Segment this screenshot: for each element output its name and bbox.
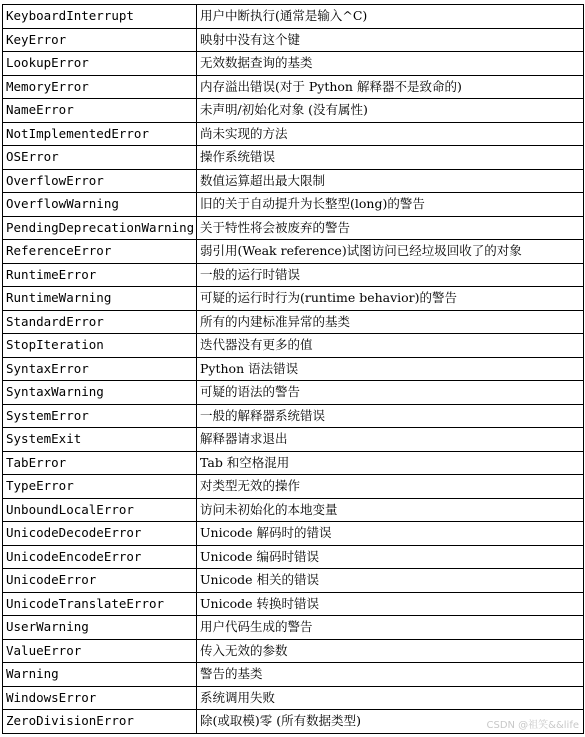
exception-description-cell: 关于特性将会被废弃的警告: [197, 216, 584, 240]
exception-name-cell: TabError: [3, 451, 197, 475]
exception-description-cell: 操作系统错误: [197, 146, 584, 170]
exception-name-cell: UserWarning: [3, 616, 197, 640]
exception-description-cell: 内存溢出错误(对于 Python 解释器不是致命的): [197, 75, 584, 99]
exception-name-cell: NameError: [3, 99, 197, 123]
table-row: [3, 404, 584, 428]
exception-name-cell: OverflowError: [3, 169, 197, 193]
table-row: [3, 381, 584, 405]
exception-name-cell: ValueError: [3, 639, 197, 663]
exception-name-cell: RuntimeWarning: [3, 287, 197, 311]
table-row: [3, 545, 584, 569]
exception-name-cell: SyntaxError: [3, 357, 197, 381]
exception-description-cell: 尚未实现的方法: [197, 122, 584, 146]
exception-description-cell: 用户代码生成的警告: [197, 616, 584, 640]
exception-description-cell: 系统调用失败: [197, 686, 584, 710]
table-row: [3, 451, 584, 475]
exception-name-cell: KeyError: [3, 28, 197, 52]
table-row: [3, 263, 584, 287]
exception-description-cell: Unicode 解码时的错误: [197, 522, 584, 546]
exception-description-cell: Unicode 相关的错误: [197, 569, 584, 593]
exception-name-cell: UnboundLocalError: [3, 498, 197, 522]
exception-name-cell: RuntimeError: [3, 263, 197, 287]
table-row: [3, 498, 584, 522]
table-row: [3, 216, 584, 240]
exception-name-cell: SystemError: [3, 404, 197, 428]
table-row: [3, 663, 584, 687]
table-row: [3, 569, 584, 593]
exception-description-cell: 数值运算超出最大限制: [197, 169, 584, 193]
table-row: [3, 428, 584, 452]
table-row: [3, 287, 584, 311]
exception-description-cell: Tab 和空格混用: [197, 451, 584, 475]
exception-description-cell: 无效数据查询的基类: [197, 52, 584, 76]
exception-description-cell: 对类型无效的操作: [197, 475, 584, 499]
exception-description-cell: 警告的基类: [197, 663, 584, 687]
table-row: [3, 240, 584, 264]
exception-name-cell: SyntaxWarning: [3, 381, 197, 405]
exception-name-cell: OverflowWarning: [3, 193, 197, 217]
exception-description-cell: 一般的解释器系统错误: [197, 404, 584, 428]
exception-name-cell: UnicodeEncodeError: [3, 545, 197, 569]
exception-name-cell: LookupError: [3, 52, 197, 76]
exception-name-cell: StopIteration: [3, 334, 197, 358]
table-row: [3, 99, 584, 123]
table-row: [3, 5, 584, 29]
exception-description-cell: 所有的内建标准异常的基类: [197, 310, 584, 334]
table-row: [3, 122, 584, 146]
exception-name-cell: UnicodeDecodeError: [3, 522, 197, 546]
exception-description-cell: 弱引用(Weak reference)试图访问已经垃圾回收了的对象: [197, 240, 584, 264]
table-row: [3, 475, 584, 499]
table-row: [3, 616, 584, 640]
table-row: [3, 310, 584, 334]
csdn-watermark: CSDN @祖笑&&life: [486, 720, 579, 731]
exception-description-cell: Python 语法错误: [197, 357, 584, 381]
table-row: [3, 522, 584, 546]
exception-name-cell: MemoryError: [3, 75, 197, 99]
table-row: [3, 334, 584, 358]
exception-description-cell: 可疑的运行时行为(runtime behavior)的警告: [197, 287, 584, 311]
table-row: [3, 592, 584, 616]
table-row: [3, 357, 584, 381]
exception-table-body: [3, 5, 584, 734]
table-row: [3, 75, 584, 99]
exception-name-cell: OSError: [3, 146, 197, 170]
exception-description-cell: 未声明/初始化对象 (没有属性): [197, 99, 584, 123]
exception-description-cell: 用户中断执行(通常是输入^C): [197, 5, 584, 29]
exception-description-cell: 解释器请求退出: [197, 428, 584, 452]
exception-name-cell: WindowsError: [3, 686, 197, 710]
table-row: [3, 52, 584, 76]
exception-name-cell: SystemExit: [3, 428, 197, 452]
exception-name-cell: Warning: [3, 663, 197, 687]
table-row: [3, 193, 584, 217]
exception-description-cell: 迭代器没有更多的值: [197, 334, 584, 358]
exception-name-cell: NotImplementedError: [3, 122, 197, 146]
exception-description-cell: Unicode 编码时错误: [197, 545, 584, 569]
table-row: [3, 28, 584, 52]
exception-description-cell: 映射中没有这个键: [197, 28, 584, 52]
exception-description-cell: 访问未初始化的本地变量: [197, 498, 584, 522]
exception-name-cell: KeyboardInterrupt: [3, 5, 197, 29]
exception-name-cell: StandardError: [3, 310, 197, 334]
exception-name-cell: TypeError: [3, 475, 197, 499]
exception-description-cell: 旧的关于自动提升为长整型(long)的警告: [197, 193, 584, 217]
exception-description-cell: 可疑的语法的警告: [197, 381, 584, 405]
exception-description-cell: 一般的运行时错误: [197, 263, 584, 287]
exception-name-cell: ZeroDivisionError: [3, 710, 197, 734]
exception-table: [2, 4, 584, 734]
table-row: [3, 639, 584, 663]
table-row: [3, 686, 584, 710]
exception-description-cell: Unicode 转换时错误: [197, 592, 584, 616]
exception-name-cell: UnicodeTranslateError: [3, 592, 197, 616]
exception-description-cell: 除(或取模)零 (所有数据类型): [197, 710, 584, 734]
exception-name-cell: PendingDeprecationWarning: [3, 216, 197, 240]
exception-description-cell: 传入无效的参数: [197, 639, 584, 663]
table-row: [3, 146, 584, 170]
exception-name-cell: ReferenceError: [3, 240, 197, 264]
exception-name-cell: UnicodeError: [3, 569, 197, 593]
table-row: [3, 169, 584, 193]
